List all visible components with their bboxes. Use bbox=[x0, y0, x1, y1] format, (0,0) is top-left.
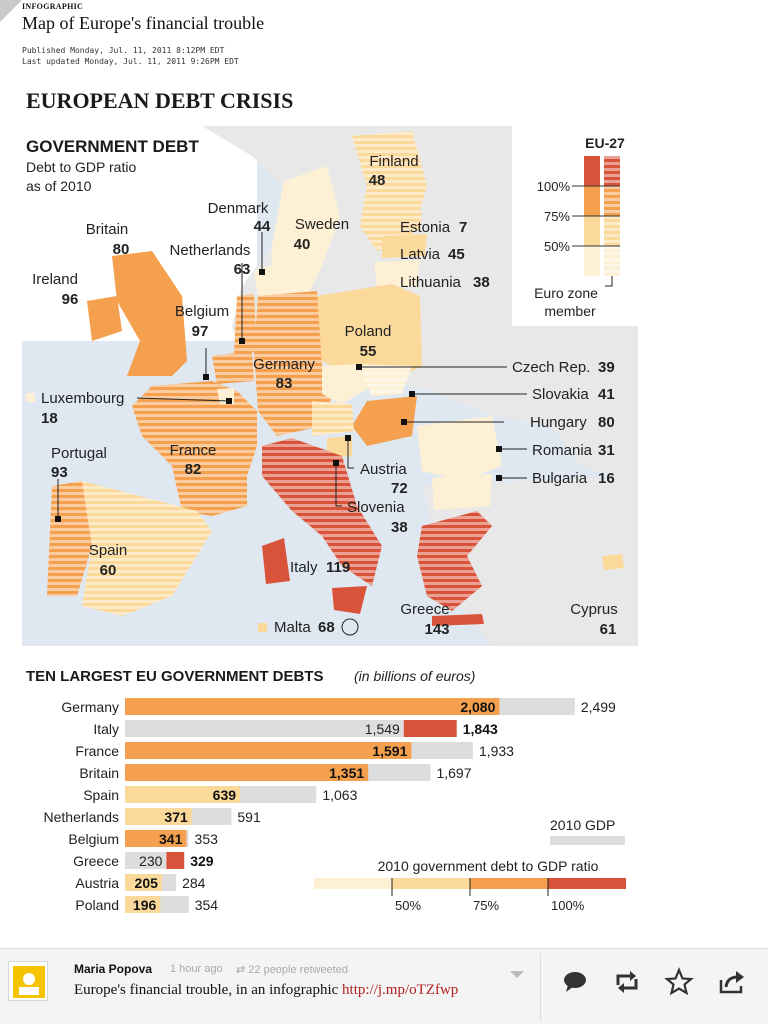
debt-value-italy: 1,843 bbox=[462, 721, 498, 737]
tweet-time: 1 hour ago bbox=[170, 963, 223, 975]
cyprus-shape bbox=[602, 554, 624, 570]
retweet-small-icon: ⇄ bbox=[236, 964, 249, 976]
debt-value-france: 1,591 bbox=[372, 743, 408, 759]
tweet-bar bbox=[0, 948, 768, 1024]
category-label-italy: Italy bbox=[93, 721, 119, 737]
value-poland: 55 bbox=[359, 343, 377, 360]
belgium-stripe bbox=[212, 351, 254, 384]
label-luxembourg: Luxembourg bbox=[41, 390, 125, 407]
updated-date: Last updated Monday, Jul. 11, 2011 9:26PM EDT bbox=[22, 57, 239, 66]
map-heading: GOVERNMENT DEBT bbox=[26, 137, 199, 156]
label-bulgaria: Bulgaria bbox=[532, 470, 588, 487]
category-label-germany: Germany bbox=[61, 699, 119, 715]
section-tag: INFOGRAPHIC bbox=[22, 2, 84, 11]
article-title: Map of Europe's financial trouble bbox=[22, 13, 265, 33]
chart-subtitle: (in billions of euros) bbox=[354, 668, 476, 684]
value-sweden: 40 bbox=[293, 236, 311, 253]
value-greece: 143 bbox=[424, 621, 450, 638]
gdp-bar-italy bbox=[125, 720, 404, 737]
map-sub1: Debt to GDP ratio bbox=[26, 159, 137, 175]
gdp-value-italy: 1,549 bbox=[364, 721, 400, 737]
category-label-spain: Spain bbox=[83, 787, 119, 803]
gdp-value-belgium: 353 bbox=[194, 831, 218, 847]
favorite-star-icon[interactable] bbox=[662, 965, 696, 999]
reply-icon[interactable] bbox=[558, 965, 592, 999]
legend-ratio-label: 2010 government debt to GDP ratio bbox=[377, 858, 599, 874]
debt-value-netherlands: 371 bbox=[164, 809, 188, 825]
value-belgium: 97 bbox=[191, 323, 209, 340]
category-label-poland: Poland bbox=[75, 897, 119, 913]
gdp-value-austria: 284 bbox=[182, 875, 206, 891]
value-malta: 68 bbox=[318, 619, 335, 636]
value-portugal: 93 bbox=[51, 464, 68, 481]
value-finland: 48 bbox=[368, 172, 386, 189]
value-ireland: 96 bbox=[61, 291, 79, 308]
label-denmark: Denmark bbox=[207, 200, 269, 217]
value-britain: 80 bbox=[112, 241, 130, 258]
label-greece: Greece bbox=[400, 601, 450, 618]
debt-value-greece: 329 bbox=[190, 853, 214, 869]
label-austria: Austria bbox=[360, 461, 407, 478]
europe-debt-map bbox=[22, 126, 638, 646]
debt-value-austria: 205 bbox=[134, 875, 158, 891]
chart-legend bbox=[314, 817, 626, 913]
value-slovenia: 38 bbox=[391, 519, 408, 536]
value-denmark: 44 bbox=[253, 218, 271, 235]
label-france: France bbox=[169, 442, 217, 459]
debt-bar-chart bbox=[22, 660, 642, 920]
debt-value-belgium: 341 bbox=[159, 831, 183, 847]
tweet-menu-caret-icon[interactable] bbox=[510, 971, 524, 978]
value-france: 82 bbox=[184, 461, 202, 478]
category-label-britain: Britain bbox=[79, 765, 119, 781]
debt-value-britain: 1,351 bbox=[329, 765, 365, 781]
value-bulgaria: 16 bbox=[598, 470, 615, 487]
label-malta: Malta bbox=[274, 619, 311, 636]
label-lithuania: Lithuania bbox=[400, 274, 461, 291]
legend-gdp-swatch bbox=[550, 836, 625, 845]
tweet-retweet-count bbox=[236, 963, 348, 976]
legend-gdp-label: 2010 GDP bbox=[550, 817, 616, 833]
infographic-title: EUROPEAN DEBT CRISIS bbox=[26, 88, 294, 113]
category-label-austria: Austria bbox=[75, 875, 119, 891]
legend-swatch-pale bbox=[584, 246, 600, 276]
value-latvia: 45 bbox=[448, 246, 465, 263]
value-cyprus: 61 bbox=[599, 621, 617, 638]
label-czech: Czech Rep. bbox=[512, 359, 591, 376]
value-czech: 39 bbox=[598, 359, 615, 376]
gdp-value-poland: 354 bbox=[194, 897, 219, 913]
bulgaria-shape bbox=[432, 474, 492, 510]
label-finland: Finland bbox=[369, 153, 419, 170]
tweet-text bbox=[74, 981, 514, 1000]
legend-label-100: 100% bbox=[536, 179, 570, 194]
category-label-greece: Greece bbox=[73, 853, 119, 869]
legend-title: EU-27 bbox=[585, 135, 625, 151]
gdp-value-germany: 2,499 bbox=[580, 699, 616, 715]
legend-euro-label-2: member bbox=[544, 303, 596, 319]
value-germany: 83 bbox=[275, 375, 293, 392]
label-britain: Britain bbox=[85, 221, 129, 238]
label-slovenia: Slovenia bbox=[347, 499, 405, 516]
legend-label-75: 75% bbox=[543, 209, 570, 224]
chart-title: TEN LARGEST EU GOVERNMENT DEBTS bbox=[26, 668, 324, 685]
label-sweden: Sweden bbox=[294, 216, 350, 233]
ratio-band-low bbox=[392, 878, 470, 889]
label-poland: Poland bbox=[344, 323, 392, 340]
published-date: Published Monday, Jul. 11, 2011 8:12PM EDT bbox=[22, 46, 225, 55]
retweet-icon[interactable] bbox=[610, 965, 644, 999]
ratio-band-pale bbox=[314, 878, 392, 889]
legend-label-50: 50% bbox=[543, 239, 570, 254]
label-ireland: Ireland bbox=[32, 271, 78, 288]
value-netherlands: 63 bbox=[233, 261, 251, 278]
value-lithuania: 38 bbox=[473, 274, 490, 291]
tweet-link[interactable]: http://j.mp/oTZfwp bbox=[342, 982, 459, 998]
ratio-band-high bbox=[548, 878, 626, 889]
debt-value-spain: 639 bbox=[212, 787, 237, 803]
legend-euro-label-1: Euro zone bbox=[534, 285, 598, 301]
value-hungary: 80 bbox=[598, 414, 615, 431]
label-estonia: Estonia bbox=[400, 219, 451, 236]
value-romania: 31 bbox=[598, 442, 615, 459]
gdp-value-netherlands: 591 bbox=[237, 809, 261, 825]
ratio-tick-label-50: 50% bbox=[395, 898, 422, 913]
value-austria: 72 bbox=[391, 480, 408, 497]
malta-swatch bbox=[258, 623, 267, 632]
label-romania: Romania bbox=[532, 442, 593, 459]
debt-bar-france bbox=[125, 742, 411, 759]
debt-value-germany: 2,080 bbox=[460, 699, 496, 715]
value-italy: 119 bbox=[326, 559, 351, 576]
legend-swatch-high bbox=[584, 156, 600, 186]
value-estonia: 7 bbox=[459, 219, 468, 236]
label-spain: Spain bbox=[88, 542, 128, 559]
debt-bar-germany bbox=[125, 698, 499, 715]
ratio-tick-label-100: 100% bbox=[551, 898, 585, 913]
gdp-value-britain: 1,697 bbox=[436, 765, 472, 781]
debt-value-poland: 196 bbox=[132, 897, 157, 913]
category-label-france: France bbox=[75, 743, 119, 759]
map-sub2: as of 2010 bbox=[26, 178, 92, 194]
avatar-image bbox=[9, 962, 49, 1002]
label-netherlands: Netherlands bbox=[169, 242, 251, 259]
share-icon[interactable] bbox=[714, 965, 748, 999]
category-label-netherlands: Netherlands bbox=[43, 809, 119, 825]
label-italy: Italy bbox=[290, 559, 318, 576]
avatar[interactable] bbox=[8, 961, 48, 1001]
retweet-count-text: 22 people retweeted bbox=[248, 964, 348, 976]
action-divider bbox=[540, 953, 541, 1021]
luxembourg-swatch bbox=[26, 393, 35, 402]
label-belgium: Belgium bbox=[174, 303, 230, 320]
label-germany: Germany bbox=[253, 356, 315, 373]
label-portugal: Portugal bbox=[51, 445, 107, 462]
gdp-value-france: 1,933 bbox=[478, 743, 514, 759]
austria-stripe bbox=[312, 401, 354, 436]
page-corner-fold bbox=[0, 0, 22, 22]
legend-swatch-low bbox=[584, 216, 600, 246]
netherlands-stripe bbox=[234, 294, 257, 354]
gdp-value-greece: 230 bbox=[139, 853, 163, 869]
gdp-value-spain: 1,063 bbox=[322, 787, 358, 803]
value-slovakia: 41 bbox=[598, 386, 615, 403]
value-spain: 60 bbox=[99, 562, 117, 579]
label-slovakia: Slovakia bbox=[532, 386, 589, 403]
legend-swatch-mid bbox=[584, 186, 600, 216]
value-luxembourg: 18 bbox=[41, 410, 58, 427]
tweet-body: Europe's financial trouble, in an infographic bbox=[74, 982, 343, 998]
label-latvia: Latvia bbox=[400, 246, 441, 263]
label-hungary: Hungary bbox=[530, 414, 587, 431]
tweet-author[interactable]: Maria Popova bbox=[74, 962, 153, 976]
ratio-band-mid bbox=[470, 878, 548, 889]
category-label-belgium: Belgium bbox=[68, 831, 119, 847]
label-cyprus: Cyprus bbox=[570, 601, 618, 618]
ratio-tick-label-75: 75% bbox=[473, 898, 500, 913]
